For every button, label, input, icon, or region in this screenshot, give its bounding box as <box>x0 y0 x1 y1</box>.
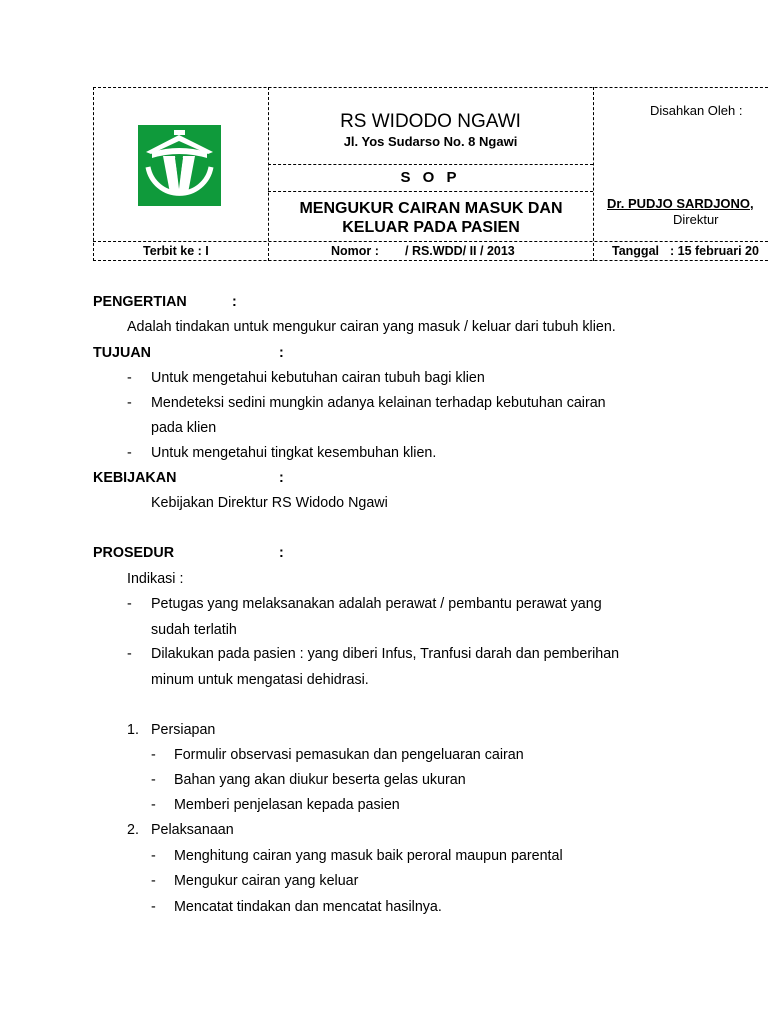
section-kebijakan-label: KEBIJAKAN <box>93 470 177 486</box>
list-bullet: - <box>151 899 156 915</box>
list-bullet: - <box>151 797 156 813</box>
list-bullet: - <box>151 873 156 889</box>
hospital-logo-icon <box>138 125 221 206</box>
section-pengertian-colon: : <box>232 294 237 310</box>
indikasi-item: Petugas yang melaksanakan adalah perawat / pembantu perawat yang <box>151 596 602 612</box>
list-bullet: - <box>151 848 156 864</box>
indikasi-item-continuation: minum untuk mengatasi dehidrasi. <box>151 672 369 688</box>
document-type: S O P <box>400 169 461 186</box>
tujuan-item: Mendeteksi sedini mungkin adanya kelainan terhadap kebutuhan cairan <box>151 395 606 411</box>
section-prosedur-label: PROSEDUR <box>93 545 175 561</box>
kebijakan-text: Kebijakan Direktur RS Widodo Ngawi <box>151 495 388 511</box>
step-item: Formulir observasi pemasukan dan pengeluaran cairan <box>174 747 524 763</box>
tujuan-item: Untuk mengetahui tingkat kesembuhan klien. <box>151 445 437 461</box>
section-prosedur-colon: : <box>279 545 284 561</box>
step-number: 1. <box>127 722 139 738</box>
step-title-pelaksanaan: Pelaksanaan <box>151 822 234 838</box>
list-bullet: - <box>127 395 132 411</box>
indikasi-item-continuation: sudah terlatih <box>151 622 237 638</box>
tujuan-item-continuation: pada klien <box>151 420 217 436</box>
section-tujuan-colon: : <box>279 345 284 361</box>
list-bullet: - <box>127 596 132 612</box>
step-item: Bahan yang akan diukur beserta gelas ukuran <box>174 772 466 788</box>
step-title-persiapan: Persiapan <box>151 722 216 738</box>
step-number: 2. <box>127 822 139 838</box>
list-bullet: - <box>151 772 156 788</box>
section-kebijakan-colon: : <box>279 470 284 486</box>
hospital-name: RS WIDODO NGAWI <box>340 111 521 132</box>
list-bullet: - <box>127 370 132 386</box>
signer-name: Dr. PUDJO SARDJONO, <box>607 196 754 211</box>
hospital-address: Jl. Yos Sudarso No. 8 Ngawi <box>343 134 518 149</box>
step-item: Mengukur cairan yang keluar <box>174 873 359 889</box>
signer-role: Direktur <box>673 212 719 227</box>
indikasi-item: Dilakukan pada pasien : yang diberi Infus, Tranfusi darah dan pemberihan <box>151 646 620 662</box>
date-value: : 15 februari 20 <box>670 244 759 258</box>
list-bullet: - <box>151 747 156 763</box>
pengertian-text: Adalah tindakan untuk mengukur cairan yang masuk / keluar dari tubuh klien. <box>127 319 616 335</box>
document-title: MENGUKUR CAIRAN MASUK DAN KELUAR PADA PASIEN <box>299 200 563 236</box>
tujuan-item: Untuk mengetahui kebutuhan cairan tubuh bagi klien <box>151 370 485 386</box>
step-item: Mencatat tindakan dan mencatat hasilnya. <box>174 899 442 915</box>
section-tujuan-label: TUJUAN <box>93 345 151 361</box>
indikasi-label: Indikasi : <box>127 571 184 587</box>
date-label: Tanggal <box>612 244 659 258</box>
issue-number: Terbit ke : I <box>143 244 209 258</box>
list-bullet: - <box>127 445 132 461</box>
document-number-value: / RS.WDD/ II / 2013 <box>405 244 515 258</box>
approved-by-label: Disahkan Oleh : <box>650 103 743 118</box>
section-pengertian-label: PENGERTIAN <box>93 294 187 310</box>
step-item: Memberi penjelasan kepada pasien <box>174 797 400 813</box>
step-item: Menghitung cairan yang masuk baik peroral maupun parental <box>174 848 563 864</box>
document-number-label: Nomor : <box>331 244 379 258</box>
list-bullet: - <box>127 646 132 662</box>
